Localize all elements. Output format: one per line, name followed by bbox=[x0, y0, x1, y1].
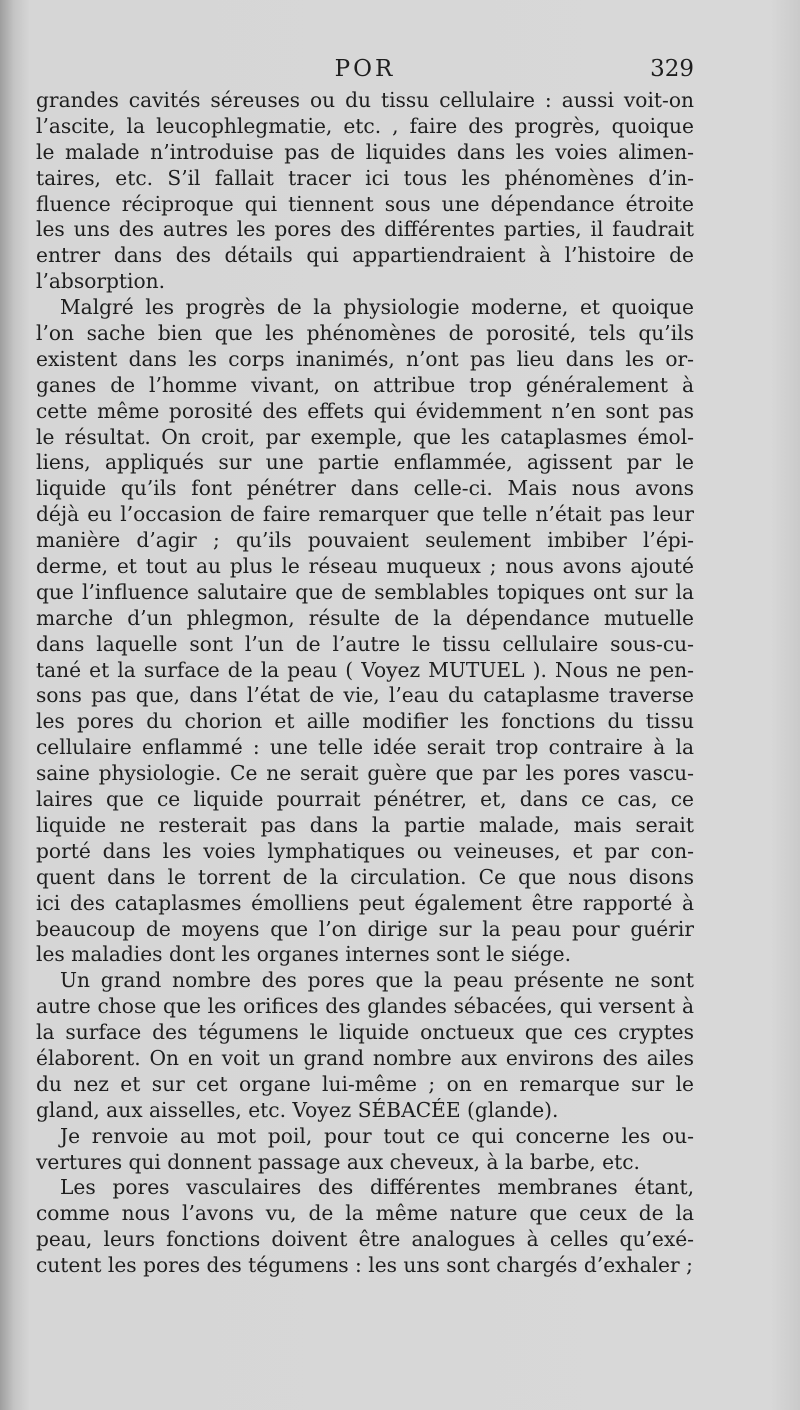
text-line: Je renvoie au mot poil, pour tout ce qui concerne les ou- bbox=[60, 1123, 694, 1148]
text-line: quent dans le torrent de la circulation. Ce que nous disons bbox=[36, 864, 694, 889]
text-line: porté dans les voies lymphatiques ou veineuses, et par con- bbox=[36, 838, 694, 863]
paragraph bbox=[36, 88, 694, 295]
text-line: le résultat. On croit, par exemple, que les cataplasmes émol- bbox=[36, 424, 694, 449]
text-line: que l’influence salutaire que de semblables topiques ont sur la bbox=[36, 579, 694, 604]
text-line: tané et la surface de la peau ( Voyez MUTUEL ). Nous ne pen- bbox=[36, 657, 694, 682]
text-line: beaucoup de moyens que l’on dirige sur la peau pour guérir bbox=[36, 916, 694, 941]
text-line: l’absorption. bbox=[36, 269, 166, 294]
text-line: derme, et tout au plus le réseau muqueux ; nous avons ajouté bbox=[36, 554, 694, 579]
text-line: Un grand nombre des pores que la peau présente ne sont bbox=[60, 968, 694, 993]
body-text bbox=[36, 88, 694, 1279]
text-line: existent dans les corps inanimés, n’ont pas lieu dans les or- bbox=[36, 346, 694, 371]
text-line: l’on sache bien que les phénomènes de porosité, tels qu’ils bbox=[36, 321, 694, 346]
text-line: liens, appliqués sur une partie enflammée, agissent par le bbox=[36, 450, 694, 475]
paragraph bbox=[36, 968, 694, 1123]
text-line: Les pores vasculaires des différentes membranes étant, bbox=[60, 1175, 694, 1200]
text-line: déjà eu l’occasion de faire remarquer que telle n’était pas leur bbox=[36, 502, 694, 527]
running-head: POR bbox=[334, 56, 396, 82]
text-line: sons pas que, dans l’état de vie, l’eau du cataplasme traverse bbox=[36, 683, 694, 708]
text-line: peau, leurs fonctions doivent être analogues à celles qu’exé- bbox=[36, 1227, 694, 1252]
text-line: l’ascite, la leucophlegmatie, etc. , faire des progrès, quoique bbox=[36, 113, 694, 138]
text-line: cellulaire enflammé : une telle idée serait trop contraire à la bbox=[36, 735, 694, 760]
page-header bbox=[36, 56, 694, 90]
text-line: marche d’un phlegmon, résulte de la dépendance mutuelle bbox=[36, 605, 694, 630]
text-line: gland, aux aisselles, etc. Voyez SÉBACÉE (glande). bbox=[36, 1097, 559, 1122]
paragraph bbox=[36, 1124, 694, 1176]
text-line: fluence réciproque qui tiennent sous une dépendance étroite bbox=[36, 191, 694, 216]
text-line: cette même porosité des effets qui évidemment n’en sont pas bbox=[36, 398, 694, 423]
text-line: liquide ne resterait pas dans la partie malade, mais serait bbox=[36, 812, 694, 837]
text-line: manière d’agir ; qu’ils pouvaient seulement imbiber l’épi- bbox=[36, 528, 694, 553]
text-line: cutent les pores des tégumens : les uns sont chargés d’exhaler ; bbox=[36, 1253, 693, 1278]
text-line: vertures qui donnent passage aux cheveux, à la barbe, etc. bbox=[36, 1149, 640, 1174]
paragraph bbox=[36, 295, 694, 968]
text-line: Malgré les progrès de la physiologie moderne, et quoique bbox=[60, 295, 694, 320]
text-line: les uns des autres les pores des différentes parties, il faudrait bbox=[36, 217, 694, 242]
text-line: les pores du chorion et aille modifier les fonctions du tissu bbox=[36, 709, 694, 734]
paragraph bbox=[36, 1175, 694, 1279]
text-line: ganes de l’homme vivant, on attribue trop généralement à bbox=[36, 372, 694, 397]
text-line: autre chose que les orifices des glandes sébacées, qui versent à bbox=[36, 994, 694, 1019]
text-line: ici des cataplasmes émolliens peut également être rapporté à bbox=[36, 890, 694, 915]
text-line: taires, etc. S’il fallait tracer ici tous les phénomènes d’in- bbox=[36, 165, 694, 190]
text-line: élaborent. On en voit un grand nombre aux environs des ailes bbox=[36, 1045, 694, 1070]
text-line: liquide qu’ils font pénétrer dans celle-ci. Mais nous avons bbox=[36, 476, 694, 501]
text-line: le malade n’introduise pas de liquides dans les voies alimen- bbox=[36, 139, 694, 164]
text-line: dans laquelle sont l’un de l’autre le tissu cellulaire sous-cu- bbox=[36, 631, 694, 656]
text-line: comme nous l’avons vu, de la même nature que ceux de la bbox=[36, 1201, 694, 1226]
page-number: 329 bbox=[650, 56, 694, 82]
text-line: la surface des tégumens le liquide onctueux que ces cryptes bbox=[36, 1020, 694, 1045]
text-line: les maladies dont les organes internes sont le siége. bbox=[36, 942, 572, 967]
text-line: du nez et sur cet organe lui-même ; on en remarque sur le bbox=[36, 1071, 694, 1096]
text-line: entrer dans des détails qui appartiendraient à l’histoire de bbox=[36, 243, 694, 268]
text-line: saine physiologie. Ce ne serait guère que par les pores vascu- bbox=[36, 761, 694, 786]
text-line: laires que ce liquide pourrait pénétrer, et, dans ce cas, ce bbox=[36, 787, 694, 812]
text-line: grandes cavités séreuses ou du tissu cellulaire : aussi voit-on bbox=[36, 88, 694, 112]
